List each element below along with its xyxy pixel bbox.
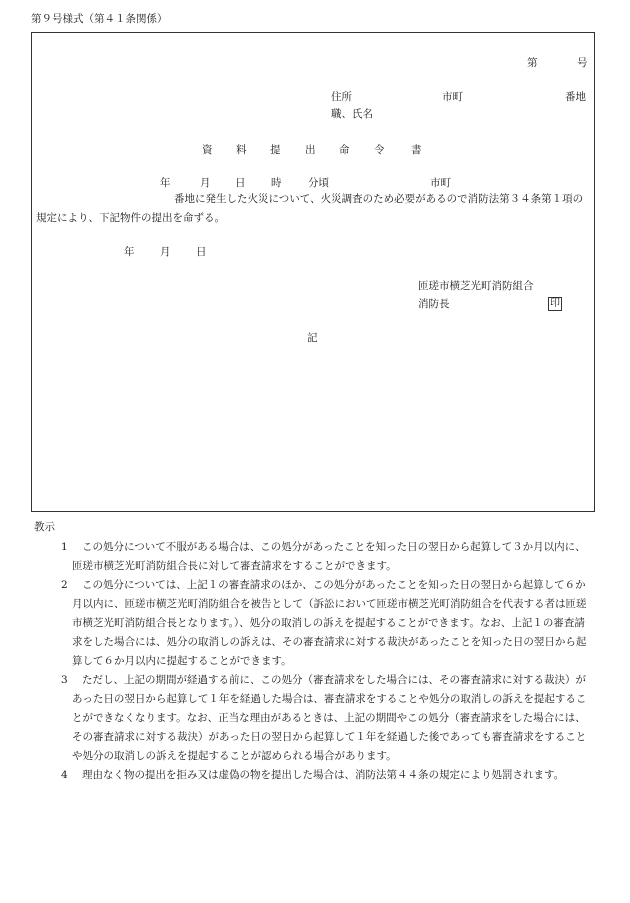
fire-date-month: 月: [200, 177, 211, 189]
notice-item-text: この処分について不服がある場合は、この処分があったことを知った日の翌日から起算して３か月以内に、匝瑳市横芝光町消防組合長に対して審査請求をすることができます。: [72, 541, 586, 572]
seal-label: 印: [550, 298, 560, 309]
issue-date-day: 日: [196, 246, 207, 258]
notice-item-number: 3: [61, 674, 68, 686]
form-frame: [31, 32, 595, 512]
notice-item-number: 2: [61, 579, 68, 591]
notice-item: [34, 538, 594, 576]
number-dai: 第: [527, 57, 538, 69]
recipient-banchi: 番地: [565, 91, 586, 103]
fire-date-hour: 時: [271, 177, 282, 189]
notice-item-number: 4: [61, 769, 68, 781]
notice-item: [34, 671, 594, 766]
title-char-6: 令: [374, 144, 385, 156]
number-go: 号: [577, 57, 588, 69]
title-char-5: 命: [339, 144, 350, 156]
seal-mark: [548, 296, 562, 311]
fire-date-city: 市町: [430, 177, 451, 189]
recipient-name-label: 職、氏名: [331, 108, 373, 120]
ki-label: 記: [307, 332, 318, 344]
issuer-org: 匝瑳市横芝光町消防組合: [418, 280, 534, 292]
title-char-4: 出: [305, 144, 316, 156]
recipient-city: 市町: [442, 91, 463, 103]
issue-date-year: 年: [124, 246, 135, 258]
issue-date-month: 月: [160, 246, 171, 258]
notice-section: [34, 518, 594, 785]
title-char-2: 料: [236, 144, 247, 156]
fire-date-day: 日: [235, 177, 246, 189]
form-label: 第９号様式（第４１条関係）: [31, 13, 168, 25]
title-char-7: 書: [411, 144, 422, 156]
notice-item: [34, 576, 594, 671]
notice-item-text: 理由なく物の提出を拒み又は虚偽の物を提出した場合は、消防法第４４条の規定により処罰されます。: [82, 769, 565, 781]
notice-item-number: 1: [61, 541, 68, 553]
notice-item: [34, 766, 594, 785]
title-char-3: 提: [270, 144, 281, 156]
notice-item-text: ただし、上記の期間が経過する前に、この処分（審査請求をした場合には、その審査請求に対する裁決）があった日の翌日から起算して１年を経過した場合は、審査請求をすることや処分の取消しの訴えを提起することができなくなります。なお、正当な理由があるときは、上記の期間やこの処分（審査請求をした場合には、その審査請求に対する裁決）があった日の翌日から起算して１年を経過した後であっても審査請求をすることや処分の取消しの訴えを提起することが認められる場合があります。: [72, 674, 587, 762]
notice-title: 教示: [34, 521, 55, 533]
issuer-title: 消防長: [418, 298, 450, 310]
fire-date-year: 年: [160, 177, 171, 189]
notice-item-text: この処分については、上記１の審査請求のほか、この処分があったことを知った日の翌日から起算して６か月以内に、匝瑳市横芝光町消防組合を被告として（訴訟において匝瑳市横芝光町消防組合を代表する者は匝瑳市横芝光町消防組合長となります。）、処分の取消しの訴えを提起することができます。なお、上記１の審査請求をした場合には、処分の取消しの訴えは、その審査請求に対する裁決があったことを知った日の翌日から起算して６か月以内に提起することができます。: [72, 579, 587, 667]
title-char-1: 資: [202, 144, 213, 156]
recipient-address-label: 住所: [331, 91, 352, 103]
fire-date-minute: 分頃: [308, 177, 329, 189]
body-paragraph: 番地に発生した火災について、火災調査のため必要があるので消防法第３４条第１項の規定により、下記物件の提出を命ずる。: [36, 193, 584, 224]
